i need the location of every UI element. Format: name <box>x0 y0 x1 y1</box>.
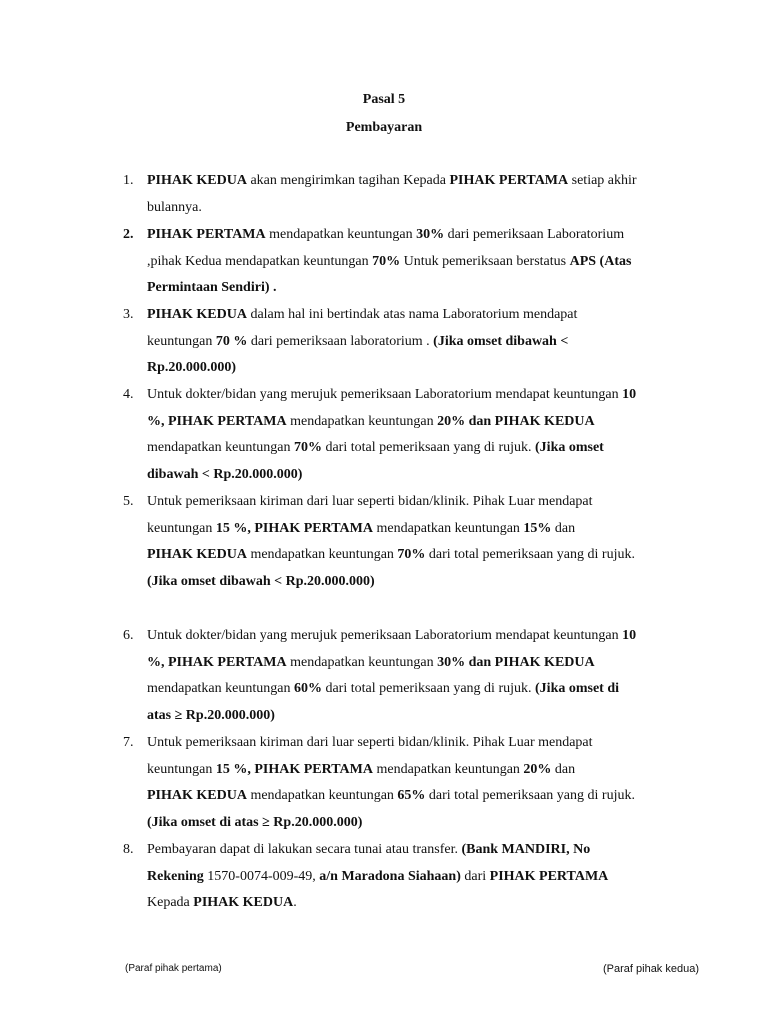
clause-number: 4. <box>123 387 134 402</box>
text-run: mendapatkan keuntungan <box>265 227 417 242</box>
text-run: 1570-0074-009-49, <box>203 868 320 884</box>
text-run: dari total pemeriksaan yang di rujuk. <box>425 788 635 804</box>
clause-line <box>147 895 297 910</box>
clause-line <box>147 334 568 349</box>
bold-text: 20% dan PIHAK KEDUA <box>437 413 595 429</box>
bold-text: 65% <box>397 788 426 804</box>
signature-first-party: (Paraf pihak pertama) <box>125 963 222 974</box>
clause-number: 1. <box>123 173 134 188</box>
text-run: mendapatkan keuntungan <box>147 681 294 697</box>
bold-text: PIHAK KEDUA <box>147 547 247 563</box>
clause-1 <box>123 168 683 221</box>
clause-8 <box>123 837 683 917</box>
clause-line <box>147 815 362 830</box>
clause-number: 2. <box>123 227 134 242</box>
clause-line <box>147 254 631 269</box>
bold-text: (Jika omset di <box>535 681 620 697</box>
clause-line <box>147 494 593 509</box>
bold-text: (Jika omset dibawah < <box>433 333 569 349</box>
text-run: mendapatkan keuntungan <box>147 440 294 456</box>
bold-text: 30% <box>416 227 445 242</box>
clause-line <box>147 467 302 482</box>
clause-line <box>147 173 637 188</box>
bold-text: 10 <box>622 387 637 402</box>
clause-number: 5. <box>123 494 134 509</box>
text-run: dan <box>551 761 576 777</box>
bold-text: (Jika omset di atas ≥ Rp.20.000.000) <box>147 815 363 831</box>
clause-line <box>147 788 635 803</box>
clause-text <box>147 168 683 221</box>
article-heading: Pasal 5 <box>362 92 406 107</box>
clause-3 <box>123 302 683 382</box>
clause-text <box>147 302 683 382</box>
clause-line <box>147 762 575 777</box>
text-run: keuntungan <box>147 333 216 349</box>
text-run: mendapatkan keuntungan <box>286 654 438 670</box>
text-run: mendapatkan keuntungan <box>246 547 398 563</box>
clause-line <box>147 681 619 696</box>
clause-line <box>147 521 575 536</box>
bold-text: APS (Atas <box>569 253 632 269</box>
bold-text: atas ≥ Rp.20.000.000) <box>147 708 275 724</box>
text-run: dari total pemeriksaan yang di rujuk. <box>321 440 536 456</box>
text-run: dan <box>551 520 576 536</box>
clause-number: 3. <box>123 307 134 322</box>
text-run: keuntungan <box>147 761 216 777</box>
bold-text: %, PIHAK PERTAMA <box>147 654 287 670</box>
text-run: Pembayaran dapat di lakukan secara tunai atau transfer. <box>147 842 462 857</box>
text-run: akan mengirimkan tagihan Kepada <box>246 173 450 188</box>
bold-text: 70% <box>372 253 401 269</box>
bold-text: dibawah < Rp.20.000.000) <box>147 467 303 483</box>
clause-text <box>147 730 683 837</box>
text-run: . <box>293 895 297 911</box>
clause-text <box>147 837 683 917</box>
bold-text: 70% <box>293 440 322 456</box>
signature-second-party: (Paraf pihak kedua) <box>603 963 699 975</box>
bold-text: (Bank MANDIRI, No <box>461 842 591 857</box>
clause-text <box>147 222 683 302</box>
clause-line <box>147 387 636 402</box>
clause-line <box>147 280 277 295</box>
text-run: setiap akhir <box>568 173 637 188</box>
clause-line <box>147 200 202 215</box>
clause-line <box>147 708 275 723</box>
text-run: Untuk pemeriksaan berstatus <box>400 253 570 269</box>
text-run: mendapatkan keuntungan <box>286 413 438 429</box>
bold-text: 20% <box>523 761 552 777</box>
text-run: dari pemeriksaan Laboratorium <box>444 227 625 242</box>
bold-text: 70% <box>397 547 426 563</box>
text-run: dalam hal ini bertindak atas nama Laboratorium mendapat <box>246 307 578 322</box>
clause-line <box>147 360 236 375</box>
clause-number: 7. <box>123 735 134 750</box>
bold-text: PIHAK PERTAMA <box>489 868 609 884</box>
clause-text <box>147 489 683 596</box>
text-run: mendapatkan keuntungan <box>246 788 398 804</box>
bold-text: 30% dan PIHAK KEDUA <box>437 654 595 670</box>
bold-text: (Jika omset <box>535 440 604 456</box>
text-run: dari <box>460 868 490 884</box>
bold-text: Rekening <box>147 868 204 884</box>
clause-line <box>147 842 590 857</box>
bold-text: a/n Maradona Siahaan) <box>319 868 461 884</box>
clause-6 <box>123 623 683 730</box>
text-run: dari pemeriksaan laboratorium . <box>247 333 434 349</box>
clause-line <box>147 227 624 242</box>
bold-text: (Jika omset dibawah < Rp.20.000.000) <box>147 574 375 590</box>
clause-line <box>147 869 608 884</box>
clause-number: 8. <box>123 842 134 857</box>
bold-text: 70 % <box>215 333 248 349</box>
bold-text: 15 %, PIHAK PERTAMA <box>215 520 373 536</box>
article-title: Pembayaran <box>345 120 423 135</box>
bold-text: %, PIHAK PERTAMA <box>147 413 287 429</box>
text-run: Untuk pemeriksaan kiriman dari luar seperti bidan/klinik. Pihak Luar mendapat <box>147 735 593 750</box>
bold-text: Permintaan Sendiri) . <box>147 280 277 296</box>
bold-text: PIHAK KEDUA <box>147 173 247 188</box>
clause-7 <box>123 730 683 837</box>
bold-text: 15 %, PIHAK PERTAMA <box>215 761 373 777</box>
clause-line <box>147 628 636 643</box>
text-run: mendapatkan keuntungan <box>372 761 524 777</box>
bold-text: PIHAK PERTAMA <box>449 173 569 188</box>
text-run: bulannya. <box>147 199 202 215</box>
text-run: keuntungan <box>147 520 216 536</box>
clause-line <box>147 574 375 589</box>
bold-text: 60% <box>293 681 322 697</box>
clause-5 <box>123 489 683 596</box>
bold-text: 10 <box>622 628 637 643</box>
text-run: ,pihak Kedua mendapatkan keuntungan <box>147 253 373 269</box>
clause-number: 6. <box>123 628 134 643</box>
text-run: Kepada <box>147 895 194 911</box>
bold-text: PIHAK KEDUA <box>147 788 247 804</box>
clause-2 <box>123 222 683 302</box>
text-run: dari total pemeriksaan yang di rujuk. <box>425 547 635 563</box>
bold-text: 15% <box>523 520 552 536</box>
bold-text: PIHAK PERTAMA <box>147 227 266 242</box>
bold-text: PIHAK KEDUA <box>147 307 247 322</box>
bold-text: PIHAK KEDUA <box>193 895 294 911</box>
bold-text: Rp.20.000.000) <box>147 360 237 376</box>
clause-text <box>147 623 683 730</box>
clause-line <box>147 547 635 562</box>
clause-text <box>147 382 683 489</box>
text-run: mendapatkan keuntungan <box>372 520 524 536</box>
text-run: Untuk dokter/bidan yang merujuk pemeriksaan Laboratorium mendapat keuntungan <box>147 628 623 643</box>
clause-line <box>147 655 595 670</box>
clause-line <box>147 307 577 322</box>
clause-line <box>147 735 593 750</box>
clause-4 <box>123 382 683 489</box>
clause-line <box>147 414 595 429</box>
text-run: Untuk dokter/bidan yang merujuk pemeriksaan Laboratorium mendapat keuntungan <box>147 387 623 402</box>
clause-line <box>147 440 604 455</box>
text-run: Untuk pemeriksaan kiriman dari luar seperti bidan/klinik. Pihak Luar mendapat <box>147 494 593 509</box>
text-run: dari total pemeriksaan yang di rujuk. <box>321 681 536 697</box>
